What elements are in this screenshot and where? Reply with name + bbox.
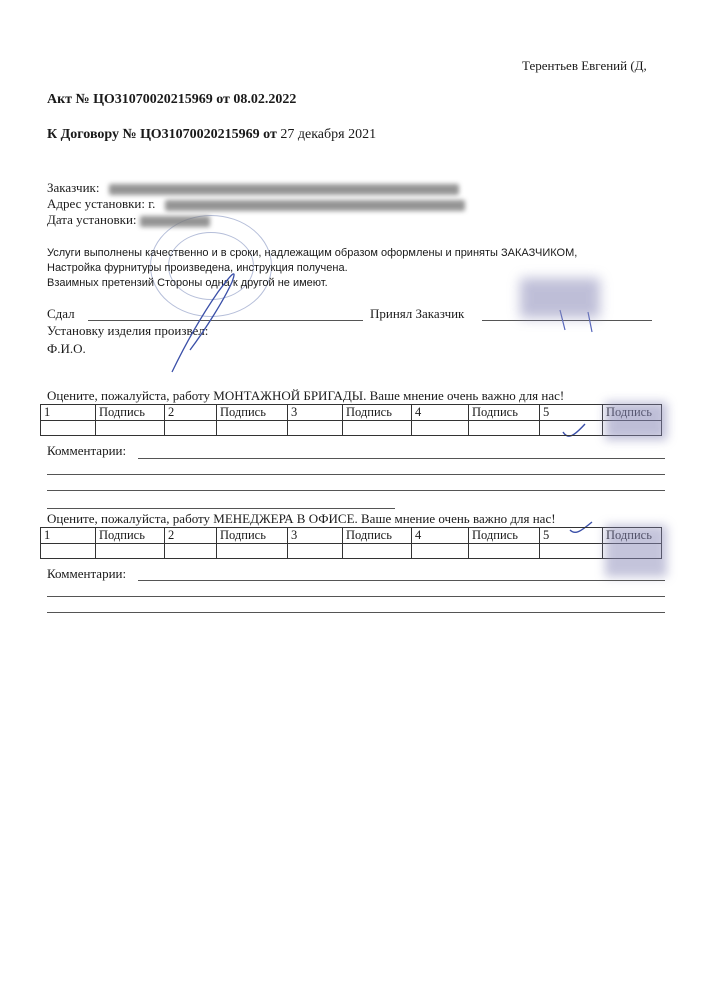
installed-by-label: Установку изделия произвел: <box>47 323 209 338</box>
contract-date: 27 декабря 2021 <box>280 127 377 142</box>
crew-comments-line-2[interactable] <box>47 474 665 475</box>
accepted-label: Принял Заказчик <box>370 306 465 321</box>
manager-rating-title: Оцените, пожалуйста, работу МЕНЕДЖЕРА В ОФИСЕ. Ваше мнение очень важно для нас! <box>47 511 556 526</box>
address-label: Адрес установки: <box>47 196 145 211</box>
crew-comments-line-1[interactable] <box>138 458 665 459</box>
statement-line-3: Взаимных претензий Стороны одна к другой не имеют. <box>47 277 328 289</box>
manager-cell-sign-2: Подпись <box>217 528 288 544</box>
crew-rating-title: Оцените, пожалуйста, работу МОНТАЖНОЙ БРИГАДЫ. Ваше мнение очень важно для нас! <box>47 388 565 403</box>
crew-cell-sign-2: Подпись <box>217 405 288 421</box>
address-city: г. <box>148 196 156 211</box>
manager-cell-5[interactable]: 5 <box>540 528 603 544</box>
crew-cell-sign-4: Подпись <box>469 405 540 421</box>
crew-signature-redacted <box>605 402 667 440</box>
crew-cell-5[interactable]: 5 <box>540 405 603 421</box>
install-date-label: Дата установки: <box>47 212 137 227</box>
manager-cell-3[interactable]: 3 <box>288 528 343 544</box>
manager-rating-table <box>40 527 662 559</box>
manager-cell-4[interactable]: 4 <box>412 528 469 544</box>
contract-prefix: К Договору № ЦО31070020215969 от <box>47 127 277 142</box>
manager-cell-sign-3: Подпись <box>343 528 412 544</box>
crew-cell-sign-3: Подпись <box>343 405 412 421</box>
header-name: Терентьев Евгений (Д, <box>522 58 647 73</box>
statement-line-2: Настройка фурнитуры произведена, инструкция получена. <box>47 262 348 274</box>
installer-signature <box>172 274 234 372</box>
manager-comments-line-1[interactable] <box>138 580 665 581</box>
manager-cell-sign-1: Подпись <box>96 528 165 544</box>
customer-label: Заказчик: <box>47 180 100 195</box>
crew-rating-table <box>40 404 662 436</box>
act-title: Акт № ЦО31070020215969 от 08.02.2022 <box>47 92 297 107</box>
customer-signature-redacted <box>520 278 600 318</box>
crew-comments-label: Комментарии: <box>47 443 127 458</box>
statement-line-1: Услуги выполнены качественно и в сроки, надлежащим образом оформлены и приняты ЗАКАЗЧИКОМ, <box>47 247 578 259</box>
manager-comments-line-2[interactable] <box>47 596 665 597</box>
manager-cell-2[interactable]: 2 <box>165 528 217 544</box>
fio-label: Ф.И.О. <box>47 341 86 356</box>
handed-over-label: Сдал <box>47 306 75 321</box>
crew-cell-4[interactable]: 4 <box>412 405 469 421</box>
crew-cell-3[interactable]: 3 <box>288 405 343 421</box>
crew-cell-sign-1: Подпись <box>96 405 165 421</box>
crew-cell-1[interactable]: 1 <box>41 405 96 421</box>
manager-comments-line-3[interactable] <box>47 612 665 613</box>
manager-cell-sign-4: Подпись <box>469 528 540 544</box>
crew-cell-2[interactable]: 2 <box>165 405 217 421</box>
manager-comments-label: Комментарии: <box>47 566 127 581</box>
crew-comments-line-3[interactable] <box>47 490 665 491</box>
manager-signature-redacted <box>605 525 667 577</box>
manager-cell-1[interactable]: 1 <box>41 528 96 544</box>
crew-comments-line-4[interactable] <box>47 508 395 509</box>
